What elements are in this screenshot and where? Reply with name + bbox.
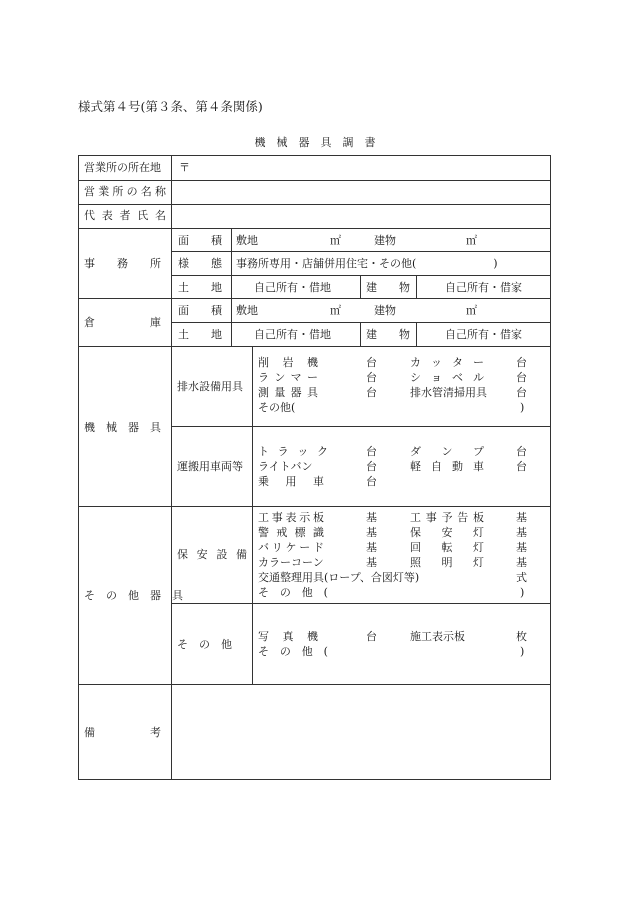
drain-item-name2: シ ョ ベ ル [410, 371, 484, 384]
misc-other: そ の 他 ( [258, 645, 328, 658]
other-equipment-label: そ の 他 器 具 [84, 589, 183, 602]
drain-item-name2: 排水管清掃用具 [410, 386, 487, 399]
safety-item-name2: 照 明 灯 [410, 556, 484, 569]
office-site-unit: ㎡ [330, 234, 341, 247]
office-land-value: 自己所有・借地 [254, 281, 331, 294]
drain-item-unit: 台 [366, 371, 377, 384]
drain-item-unit2: 台 [516, 386, 527, 399]
safety-item-name2: 保 安 灯 [410, 526, 484, 539]
safety-item-name: バ リ ケ ー ド [258, 541, 324, 554]
form-number-heading: 様式第４号(第３条、第４条関係) [78, 99, 263, 114]
safety-item-unit2: 基 [516, 556, 527, 569]
safety-item-name: 工 事 表 示 板 [258, 511, 324, 524]
safety-item-name: 警 戒 標 識 [258, 526, 324, 539]
drain-item-unit2: 台 [516, 356, 527, 369]
safety-item-unit: 基 [366, 511, 377, 524]
misc-item-name2: 施工表示板 [410, 630, 465, 643]
safety-item-name2: 工 事 予 告 板 [410, 511, 484, 524]
drain-item-name: 測 量 器 具 [258, 386, 318, 399]
drain-item-unit: 台 [366, 386, 377, 399]
drain-item-name: 削 岩 機 [258, 356, 318, 369]
safety-item-unit: 基 [366, 541, 377, 554]
traffic-item: 交通整理用具(ロープ、合図灯等) [258, 571, 420, 584]
drain-equipment-label: 排水設備用具 [177, 380, 243, 393]
machinery-label: 機 械 器 具 [84, 421, 161, 434]
transport-label: 運搬用車両等 [177, 460, 243, 473]
safety-item-unit2: 基 [516, 511, 527, 524]
warehouse-label: 倉 庫 [84, 316, 161, 329]
office-mode-value: 事務所専用・店舗併用住宅・その他( ) [236, 257, 498, 270]
safety-item-unit2: 基 [516, 526, 527, 539]
transport-item-unit: 台 [366, 460, 377, 473]
drain-item-unit2: 台 [516, 371, 527, 384]
warehouse-land-value: 自己所有・借地 [254, 328, 331, 341]
safety-other-close: ) [520, 586, 525, 599]
transport-item-unit: 台 [366, 475, 377, 488]
warehouse-area-label: 面 積 [178, 304, 222, 317]
misc-item-unit2: 枚 [516, 630, 527, 643]
document-title: 機 械 器 具 調 書 [254, 136, 376, 149]
warehouse-site-label: 敷地 [236, 304, 258, 317]
representative-label: 代 表 者 氏 名 [84, 209, 166, 222]
safety-item-unit2: 基 [516, 541, 527, 554]
warehouse-building-unit: ㎡ [466, 304, 477, 317]
misc-item-name: 写 真 機 [258, 630, 318, 643]
drain-item-name2: カ ッ タ ー [410, 356, 484, 369]
safety-item-name2: 回 転 灯 [410, 541, 484, 554]
transport-item-name: ライトバン [258, 460, 313, 473]
office-bldg-label: 建 物 [366, 281, 410, 294]
warehouse-bldg-value: 自己所有・借家 [445, 328, 522, 341]
misc-other-close: ) [520, 645, 525, 658]
traffic-unit: 式 [516, 571, 527, 584]
office-label: 事 務 所 [84, 257, 161, 270]
transport-item-name2: 軽 自 動 車 [410, 460, 484, 473]
warehouse-site-unit: ㎡ [330, 304, 341, 317]
office-mode-label: 様 態 [178, 257, 222, 270]
transport-item-unit2: 台 [516, 445, 527, 458]
drain-other-close: ) [520, 401, 525, 414]
safety-other: そ の 他 ( [258, 586, 328, 599]
transport-item-unit: 台 [366, 445, 377, 458]
postal-mark: 〒 [179, 161, 190, 174]
transport-item-name: ト ラ ッ ク [258, 445, 328, 458]
warehouse-bldg-label: 建 物 [366, 328, 410, 341]
office-land-label: 土 地 [178, 281, 222, 294]
remarks-label: 備 考 [84, 726, 161, 739]
office-building-unit: ㎡ [466, 234, 477, 247]
drain-other: その他( [258, 401, 296, 414]
warehouse-land-label: 土 地 [178, 328, 222, 341]
drain-item-unit: 台 [366, 356, 377, 369]
safety-item-unit: 基 [366, 556, 377, 569]
transport-item-name: 乗 用 車 [258, 475, 324, 488]
drain-item-name: ラ ン マ ー [258, 371, 318, 384]
warehouse-building-label: 建物 [374, 304, 396, 317]
office-area-label: 面 積 [178, 234, 222, 247]
office-building-label: 建物 [374, 234, 396, 247]
office-site-label: 敷地 [236, 234, 258, 247]
misc-label: そ の 他 [177, 638, 232, 651]
transport-item-name2: ダ ン プ [410, 445, 484, 458]
office-bldg-value: 自己所有・借家 [445, 281, 522, 294]
name-label: 営 業 所 の 名 称 [84, 185, 166, 198]
safety-item-name: カラーコーン [258, 556, 324, 569]
misc-item-unit: 台 [366, 630, 377, 643]
safety-item-unit: 基 [366, 526, 377, 539]
remarks-field[interactable] [172, 685, 550, 779]
location-label: 営業所の所在地 [84, 161, 161, 174]
transport-item-unit2: 台 [516, 460, 527, 473]
safety-equipment-label: 保 安 設 備 [177, 548, 247, 561]
